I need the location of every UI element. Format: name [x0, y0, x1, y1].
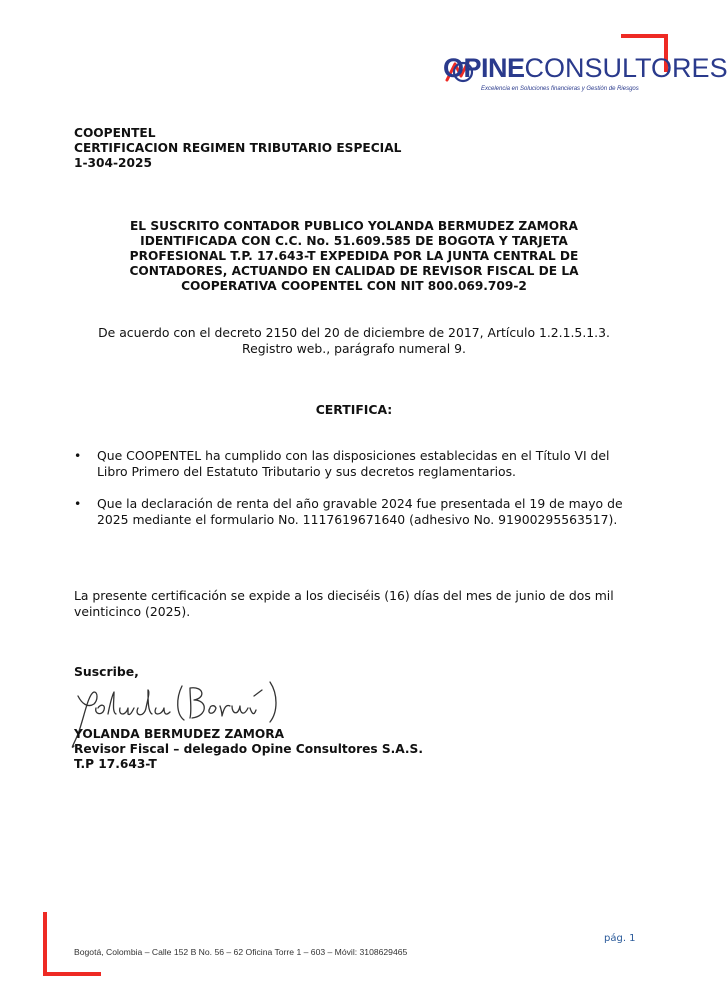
intro-line: IDENTIFICADA CON C.C. No. 51.609.585 DE BOGOTA Y TARJETA — [140, 234, 568, 248]
company-logo — [443, 52, 728, 100]
list-item-line: Que COOPENTEL ha cumplido con las disposiciones establecidas en el Título VI del — [97, 448, 610, 463]
header-org: COOPENTEL — [74, 126, 156, 140]
logo-brand-suffix: CONSULTORES — [524, 53, 728, 83]
issuance-line: veinticinco (2025). — [74, 604, 191, 619]
logo-tagline: Excelencia en Soluciones financieras y Gestión de Riesgos — [481, 86, 639, 92]
logo-wordmark — [443, 52, 728, 84]
intro-paragraph — [74, 219, 634, 294]
bullet-icon: • — [74, 448, 82, 463]
list-item — [74, 448, 634, 480]
decree-paragraph — [74, 325, 634, 357]
bullet-icon: • — [74, 496, 82, 511]
intro-line: EL SUSCRITO CONTADOR PUBLICO YOLANDA BERMUDEZ ZAMORA — [129, 219, 578, 233]
footer-address: Bogotá, Colombia – Calle 152 B No. 56 – 62 Oficina Torre 1 – 603 – Móvil: 3108629465 — [74, 947, 408, 957]
list-item-line: Que la declaración de renta del año gravable 2024 fue presentada el 19 de mayo de — [97, 496, 623, 511]
list-item — [74, 496, 634, 528]
header-title: CERTIFICACION REGIMEN TRIBUTARIO ESPECIAL — [74, 141, 402, 155]
signer-name: YOLANDA BERMUDEZ ZAMORA — [74, 727, 285, 741]
issuance-line: La presente certificación se expide a los dieciséis (16) días del mes de junio de dos mil — [74, 588, 614, 603]
signer-tp: T.P 17.643-T — [74, 757, 157, 771]
document-header — [74, 126, 401, 171]
decree-line: De acuerdo con el decreto 2150 del 20 de diciembre de 2017, Artículo 1.2.1.5.1.3. — [98, 325, 610, 340]
certified-items-list — [74, 448, 634, 544]
intro-line: CONTADORES, ACTUANDO EN CALIDAD DE REVISOR FISCAL DE LA — [129, 264, 579, 278]
intro-line: COOPERATIVA COOPENTEL CON NIT 800.069.709-2 — [181, 279, 527, 293]
corner-accent-bottom-left — [43, 912, 101, 976]
signer-role: Revisor Fiscal – delegado Opine Consultores S.A.S. — [74, 742, 423, 756]
header-number: 1-304-2025 — [74, 156, 152, 170]
signer-block — [74, 727, 423, 772]
issuance-paragraph — [74, 588, 634, 620]
page-number: pág. 1 — [604, 933, 636, 944]
logo-brand-prefix: OPINE — [443, 53, 525, 83]
decree-line: Registro web., parágrafo numeral 9. — [242, 341, 466, 356]
list-item-line: Libro Primero del Estatuto Tributario y sus decretos reglamentarios. — [97, 464, 516, 479]
list-item-line: 2025 mediante el formulario No. 1117619671640 (adhesivo No. 91900295563517). — [97, 512, 618, 527]
intro-line: PROFESIONAL T.P. 17.643-T EXPEDIDA POR LA JUNTA CENTRAL DE — [129, 249, 579, 263]
suscribe-label: Suscribe, — [74, 664, 139, 679]
certifica-heading: CERTIFICA: — [315, 402, 393, 417]
